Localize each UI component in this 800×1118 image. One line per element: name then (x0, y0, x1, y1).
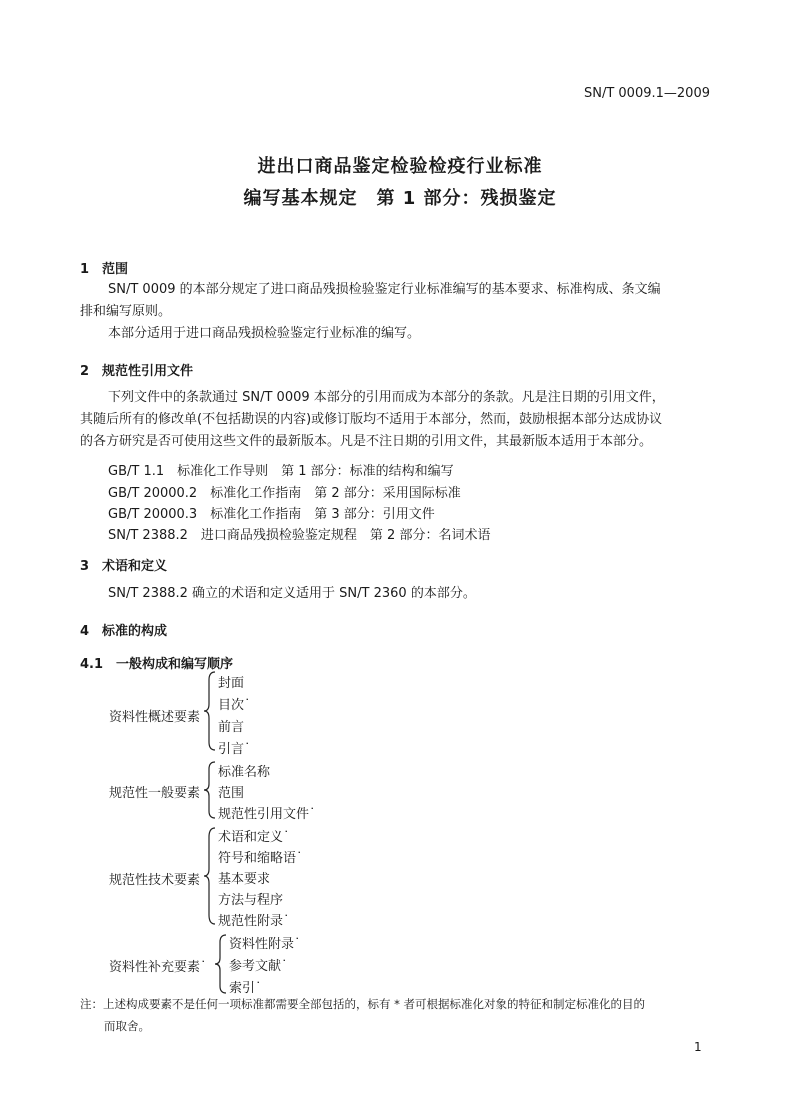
structure-group-label: 资料性概述要素 (109, 710, 201, 725)
structure-item: 目次˙ (218, 698, 251, 713)
structure-item: 基本要求 (218, 872, 271, 887)
structure-item: 规范性附录˙ (218, 914, 290, 929)
section-3-paragraph: SN/T 2388.2 确立的术语和定义适用于 SN/T 2360 的本部分。 (108, 586, 476, 601)
structure-item: 范围 (218, 786, 245, 801)
structure-group-label: 规范性技术要素 (109, 873, 201, 888)
section-3-heading: 3 术语和定义 (80, 559, 168, 574)
structure-item: 标准名称 (218, 765, 271, 780)
normative-reference: GB/T 20000.2 标准化工作指南 第 2 部分：采用国际标准 (108, 486, 461, 501)
section-1-paragraph-2: 本部分适用于进口商品残损检验鉴定行业标准的编写。 (108, 326, 421, 341)
structure-item: 参考文献˙ (229, 959, 288, 974)
structure-item: 术语和定义˙ (218, 830, 290, 845)
section-1-paragraph-1b: 排和编写原则。 (80, 304, 172, 319)
note-line-1: 注：上述构成要素不是任何一项标准都需要全部包括的，标有 * 者可根据标准化对象的特征和制定标准化的目的 (80, 997, 646, 1011)
brace-icon (203, 670, 217, 752)
structure-group-label: 资料性补充要素˙ (109, 960, 207, 975)
structure-item: 规范性引用文件˙ (218, 807, 316, 822)
section-1-paragraph-1a: SN/T 0009 的本部分规定了进口商品残损检验鉴定行业标准编写的基本要求、标准构成、条文编 (108, 282, 661, 297)
note-line-2: 而取舍。 (104, 1019, 150, 1033)
subsection-4-1-heading: 4.1 一般构成和编写顺序 (80, 657, 234, 672)
structure-item: 符号和缩略语˙ (218, 851, 303, 866)
section-2-heading: 2 规范性引用文件 (80, 364, 194, 379)
section-2-paragraph-c: 的各方研究是否可使用这些文件的最新版本。凡是不注日期的引用文件，其最新版本适用于本部分。 (80, 434, 653, 449)
structure-item: 资料性附录˙ (229, 937, 301, 952)
section-2-paragraph-a: 下列文件中的条款通过 SN/T 0009 本部分的引用而成为本部分的条款。凡是注日期的引用文件， (108, 390, 665, 405)
section-2-paragraph-b: 其随后所有的修改单(不包括勘误的内容)或修订版均不适用于本部分，然而，鼓励根据本部分达成协议 (80, 412, 663, 427)
structure-item: 前言 (218, 720, 245, 735)
section-1-heading: 1 范围 (80, 262, 129, 277)
normative-reference: GB/T 1.1 标准化工作导则 第 1 部分：标准的结构和编写 (108, 464, 454, 479)
document-title-line-2: 编写基本规定 第 1 部分：残损鉴定 (243, 188, 557, 209)
brace-icon (214, 933, 228, 995)
document-title-line-1: 进出口商品鉴定检验检疫行业标准 (257, 156, 543, 177)
page-number: 1 (694, 1040, 702, 1054)
brace-icon (203, 760, 217, 820)
structure-item: 索引˙ (229, 981, 262, 996)
standard-code: SN/T 0009.1—2009 (583, 86, 710, 101)
structure-item: 封面 (218, 676, 245, 691)
normative-reference: GB/T 20000.3 标准化工作指南 第 3 部分：引用文件 (108, 507, 435, 522)
normative-reference: SN/T 2388.2 进口商品残损检验鉴定规程 第 2 部分：名词术语 (108, 528, 491, 543)
structure-group-label: 规范性一般要素 (109, 786, 201, 801)
section-4-heading: 4 标准的构成 (80, 624, 168, 639)
structure-item: 引言˙ (218, 742, 251, 757)
brace-icon (203, 826, 217, 926)
structure-item: 方法与程序 (218, 893, 284, 908)
